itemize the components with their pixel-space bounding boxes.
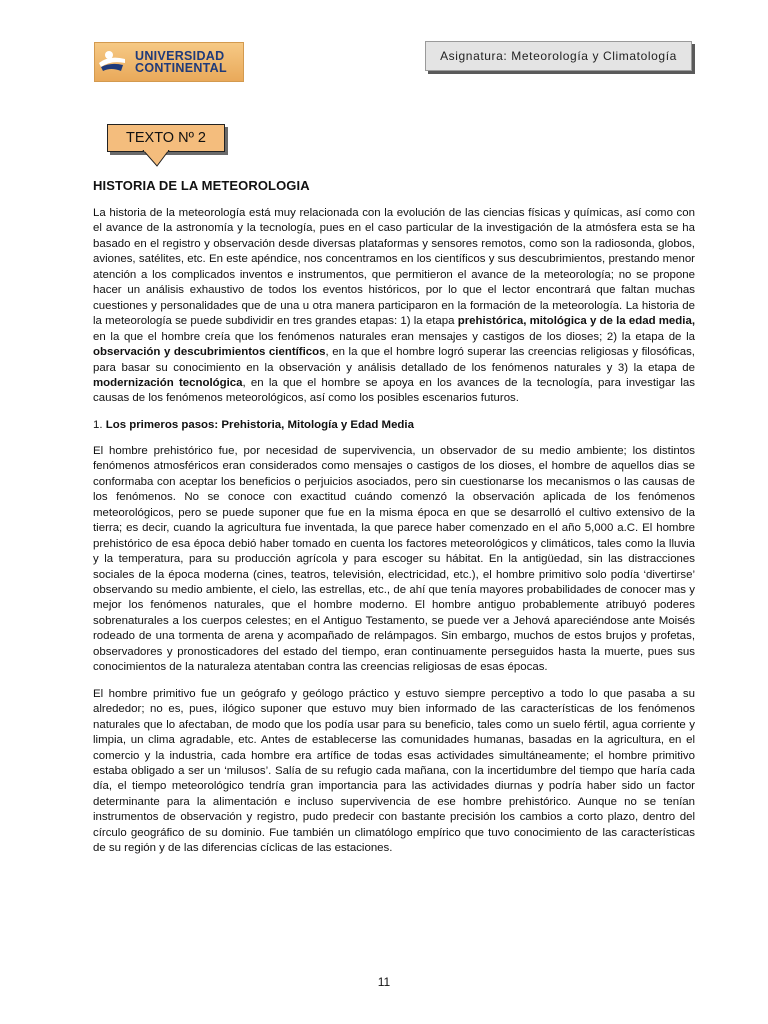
page-number: 11 [377,975,391,989]
document-title: HISTORIA DE LA METEOROLOGIA [93,178,310,193]
paragraph-3: El hombre primitivo fue un geógrafo y geólogo práctico y estuvo siempre perceptivo a todo lo que pasaba a su alrededor; no es, pues, ilógico suponer que estuvo muy bien informado de las características de los fenómenos naturales que lo afectaban, de modo que los podía usar para su beneficio, tales como un suelo fértil, agua corriente y limpia, un clima agradable, etc. Antes de establecerse las comunidades humanas, basadas en la agricultura, en el comercio y la industria, cada hombre era artífice de todas esas actividades simultáneamente; el hombre primitivo estaba obligado a ser un ‘milusos’. Salía de su refugio cada mañana, con la incertidumbre del tiempo que haría cada día, el tiempo meteorológico tendría gran importancia para las actividades diurnas y podría haber sido un factor determinante para la alimentación e incluso supervivencia de ese hombre prehistórico. Aunque no se tenían instrumentos de observación y registro, pudo predecir con bastante precisión los cambios a corto plazo, dentro del círculo geográfico de su dominio. Fue también un climatólogo empírico que tuvo conocimiento de las características de su región y de las diferencias cíclicas de las estaciones. [93,687,695,855]
university-emblem-icon [95,43,135,81]
intro-text-1: La historia de la meteorología está muy relacionada con la evolución de las ciencias físicas y químicas, así como con el avance de la astronomía y la tecnología, pues en el caso particular de la investigación de la atmósfera esta se ha basado en el registro y observación desde diversas plataformas y sensores remotos, como son la radiosonda, globos, aviones, satélites, etc. En este apéndice, nos concentramos en los científicos y sus descubrimientos, prestando menor atención a los complicados inventos e instrumentos, que permitieron el avance de la meteorología; no se propone hacer un análisis exhaustivo de todos los eventos históricos, por lo que el lector encontrará que faltan muchas cuestiones y personalidades que de una u otra manera participaron en la formación de la meteorología. La historia de la meteorología se puede subdividir en tres grandes etapas: 1) la etapa [93,207,695,328]
intro-paragraph [93,206,695,407]
intro-text-2: en la que el hombre creía que los fenómenos naturales eran mensajes y castigos de los dioses; 2) la etapa de la [93,330,695,343]
logo-line-1: UNIVERSIDAD [135,49,225,63]
university-logo [94,42,244,82]
intro-bold-3: modernización tecnológica [93,376,243,389]
text-number-callout: TEXTO Nº 2 [107,124,225,152]
intro-bold-2: observación y descubrimientos científicos [93,346,326,359]
section-title: Los primeros pasos: Prehistoria, Mitología y Edad Media [105,418,414,431]
subject-header: Asignatura: Meteorología y Climatología [425,41,692,71]
intro-text-4: , en la que el hombre se apoya en los avances de la tecnología, para investigar las causas de los fenómenos meteorológicos, así como los posibles escenarios futuros. [93,376,695,405]
section-heading [93,418,695,433]
intro-text-3: , en la que el hombre logró superar las creencias religiosas y filosóficas, para basar su conocimiento en la observación y análisis detallado de los fenómenos naturales y 3) la etapa de [93,346,695,374]
callout-tail-icon [141,150,171,168]
section-number: 1. [93,418,106,431]
logo-text [135,50,227,74]
logo-line-2: CONTINENTAL [135,61,227,75]
paragraph-2: El hombre prehistórico fue, por necesidad de supervivencia, un observador de su medio ambiente; los distintos fenómenos atmosféricos eran considerados como mensajes o castigos de los dioses, el hombre de aquellos dias se conformaba con aceptar los beneficios o perjuicios asociados, pero sin cuestionarse los mecanismos o las causas de los fenómenos. No se conoce con exactitud cuándo comenzó la observación aplicada de los fenómenos meteorológicos, pero se puede suponer que fue en la misma época en que se desarrolló el cultivo extensivo de la tierra; es decir, cuando la agricultura fue inventada, la que parece haber comenzado en el año 5,000 a.C. El hombre prehistórico de esa época debió haber tomado en cuenta los factores meteorológicos y climáticos, tales como la lluvia y la temperatura, para su producción agrícola y para escoger su hábitat. En la antigüedad, sin las distracciones sociales de la época moderna (cines, teatros, televisión, electricidad, etc.), el hombre primitivo solo podía ‘divertirse’ observando su medio ambiente, el cielo, las estrellas, etc., de ahí que tenía mayores probabilidades de conocer mas y mejor los fenómenos naturales, que el hombre moderno. El hombre antiguo probablemente atribuyó poderes sobrenaturales a los cuerpos celestes; en el Antiguo Testamento, se puede ver a Jehová apareciéndose ante Moisés rodeado de una tormenta de arena y acompañado de relámpagos. Sin embargo, muchos de estos brujos y profetas, observadores y pronosticadores del estado del tiempo, eran continuamente perseguidos hasta la muerte, pues sus conocimientos de la naturaleza atentaban contra las creencias religiosas de esas épocas. [93,444,695,674]
document-body [93,178,695,868]
intro-bold-1: prehistórica, mitológica y de la edad media, [457,315,695,328]
